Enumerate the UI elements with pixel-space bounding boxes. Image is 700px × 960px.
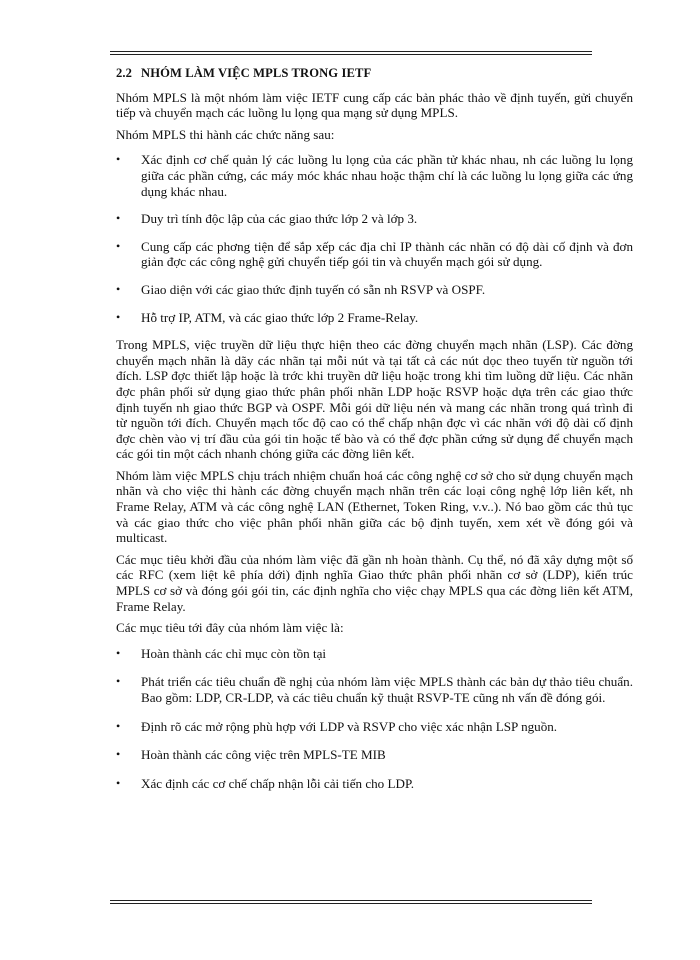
list-item-text: Hoàn thành các công việc trên MPLS-TE MIB [141,747,386,763]
bullet-icon: • [116,645,121,660]
bullet-icon: • [116,718,121,733]
list-item-text: Xác định các cơ chế chấp nhận lỗi cải tiến cho LDP. [141,775,415,791]
body-paragraph-responsibility: Nhóm làm việc MPLS chịu trách nhiệm chuẩn hoá các công nghệ cơ sở cho sử dụng chuyển mạch nhãn và cho việc thi hành các đờng chuyển mạch nhãn trên các loại công nghệ lớp liên kết, nh Frame Relay, ATM và các công nghệ LAN (Ethernet, Token Ring, v.v..). Nó bao gồm các thủ tục và các giao thức cho việc phân phối nhãn giữa các bộ định tuyến, xem xét về đóng gói và multicast. [116,467,633,546]
list-item [116,282,633,298]
list-item [116,674,633,705]
section-title: NHÓM LÀM VIỆC MPLS TRONG IETF [141,66,372,80]
list-item [116,310,633,326]
bullet-icon: • [116,281,121,296]
list-item [116,239,633,270]
functions-list [116,152,633,325]
list-item [116,776,633,792]
intro-paragraph: Nhóm MPLS là một nhóm làm việc IETF cung cấp các bản phác thảo về định tuyến, gửi chuyển tiếp và chuyển mạch các luồng lu lọng qua mạng sử dụng MPLS. [116,89,633,121]
bullet-icon: • [116,747,121,762]
list-item-text: Giao diện với các giao thức định tuyến có sẵn nh RSVP và OSPF. [141,281,486,297]
list-item-text: Hoàn thành các chỉ mục còn tồn tại [141,645,327,661]
header-rule-upper [110,51,592,52]
body-paragraph-initial-goals: Các mục tiêu khởi đầu của nhóm làm việc đã gần nh hoàn thành. Cụ thể, nó đã xây dựng một số các RFC (xem liệt kê phía dới) định nghĩa Giao thức phân phối nhãn cơ sở (LDP), kiến trúc MPLS cơ sở và đóng gói gói tin, các định nghĩa cho việc chạy MPLS qua các đờng liên kết ATM, Frame Relay. [116,551,633,614]
list-item-text: Định rõ các mở rộng phù hợp với LDP và RSVP cho việc xác nhận LSP nguồn. [141,718,558,734]
footer-rule-upper [110,900,592,901]
section-number: 2.2 [116,66,133,80]
bullet-icon: • [116,152,121,167]
bullet-icon: • [116,674,121,689]
list-item [116,152,633,199]
bullet-icon: • [116,309,121,324]
section-heading [116,66,633,82]
list-item-text: Cung cấp các phơng tiện để sắp xếp các địa chỉ IP thành các nhãn có độ dài cố định và đơn giản đợc các công nghệ gửi chuyển tiếp gói tin và chuyển mạch gói sử dụng. [141,238,633,270]
footer-rule-lower [110,903,592,904]
list-item-text: Phát triển các tiêu chuẩn đề nghị của nhóm làm việc MPLS thành các bản dự thảo tiêu chuẩn. Bao gồm: LDP, CR-LDP, và các tiêu chuẩn kỹ thuật RSVP-TE cũng nh vấn đề đóng gói. [141,674,633,705]
list-item [116,747,633,763]
body-paragraph-lsp: Trong MPLS, việc truyền dữ liệu thực hiện theo các đờng chuyển mạch nhãn (LSP). Các đờng chuyển mạch nhãn là dãy các nhãn tại mỗi nút và tại tất cả các nút dọc theo tuyến từ nguồn tới đích. LSP đợc thiết lập hoặc là trớc khi truyền dữ liệu hoặc trong khi tìm luồng dữ liệu. Các nhãn đợc phân phối sử dụng giao thức phân phối nhãn LDP hoặc RSVP hoặc dựa trên các giao thức định tuyến nh giao thức BGP và OSPF. Mỗi gói dữ liệu nén và mang các nhãn trong quá trình đi từ nguồn tới đích. Chuyển mạch tốc độ cao có thể chấp nhận đợc vì các nhãn với độ dài cố định đợc chèn vào vị trí đầu của gói tin hoặc tế bào và có thể đợc phần cứng sử dụng để chuyển mạch các gói tin một cách nhanh chóng giữa các đờng liên kết. [116,337,633,462]
header-rule-lower [110,54,592,55]
list-item-text: Hỗ trợ IP, ATM, và các giao thức lớp 2 Frame-Relay. [141,309,419,325]
bullet-icon: • [116,238,121,253]
list-item-text: Xác định cơ chế quản lý các luồng lu lọng của các phần tử khác nhau, nh các luồng lu lọng giữa các phần cứng, các máy móc khác nhau hoặc thậm chí là các luồng lu lọng giữa các ứng dụng khác nhau. [141,152,633,199]
list-item [116,646,633,662]
page-content [116,66,633,804]
list-item-text: Duy trì tính độc lập của các giao thức lớp 2 và lớp 3. [141,211,418,227]
goals-list [116,646,633,792]
bullet-icon: • [116,211,121,226]
goals-lead-in: Các mục tiêu tới đây của nhóm làm việc là: [116,620,344,636]
list-item [116,211,633,227]
list-item [116,719,633,735]
functions-lead-in: Nhóm MPLS thi hành các chức năng sau: [116,126,335,142]
bullet-icon: • [116,775,121,790]
